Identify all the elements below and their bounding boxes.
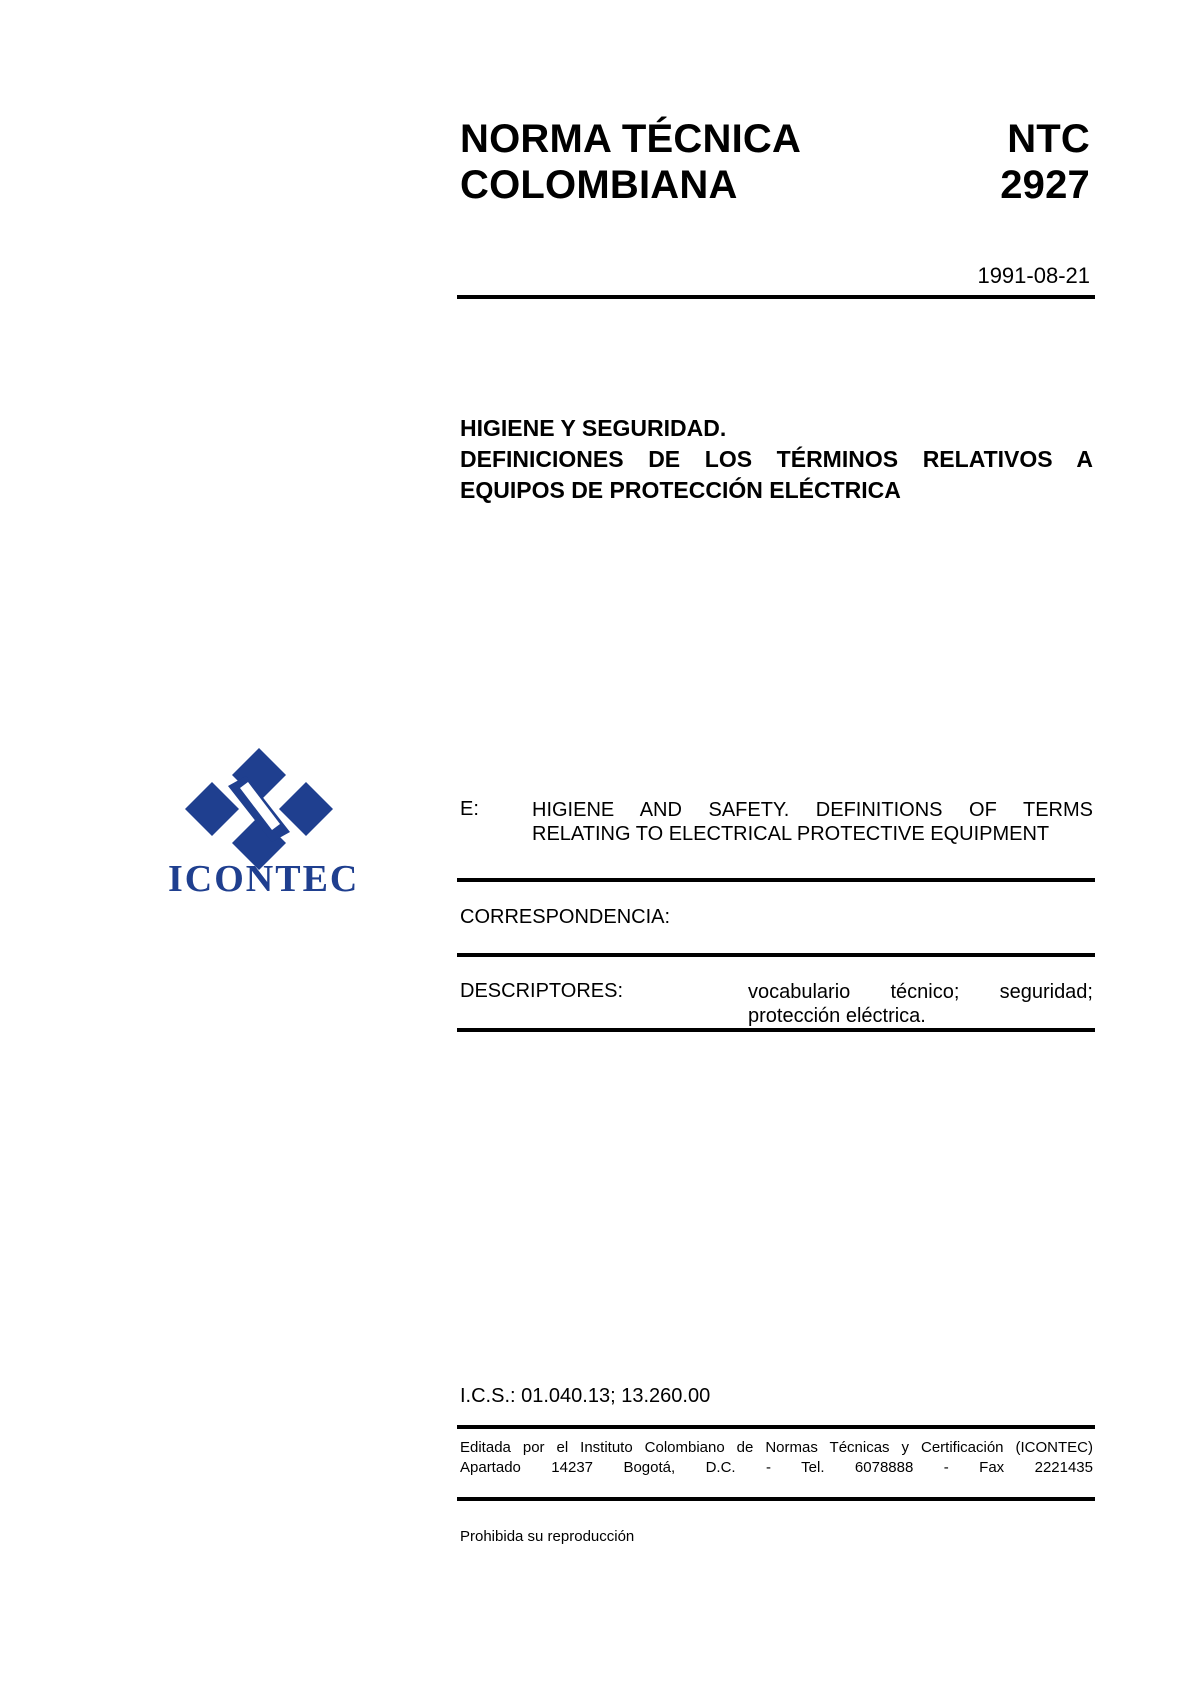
code-prefix: NTC: [1007, 117, 1090, 161]
title-line-2: COLOMBIANA: [460, 163, 738, 207]
divider-ics: [457, 1425, 1095, 1429]
main-title: [460, 413, 1093, 506]
main-title-line-3: EQUIPOS DE PROTECCIÓN ELÉCTRICA: [460, 477, 901, 503]
english-label: E:: [460, 798, 479, 820]
ics-code: I.C.S.: 01.040.13; 13.260.00: [460, 1385, 711, 1407]
header-divider: [457, 295, 1095, 299]
icontec-wordmark: ICONTEC: [168, 858, 360, 900]
editorial-info: [460, 1438, 1093, 1478]
correspondencia-label: CORRESPONDENCIA:: [460, 906, 671, 928]
standard-type-title: [460, 116, 880, 208]
reproduction-notice: Prohibida su reproducción: [460, 1528, 635, 1545]
descriptores-value: [748, 980, 1093, 1028]
english-title-line-1: HIGIENE AND SAFETY. DEFINITIONS OF TERMS: [532, 799, 1093, 821]
standard-code: [890, 116, 1090, 208]
main-title-line-1: HIGIENE Y SEGURIDAD.: [460, 415, 727, 441]
editorial-line-2: Apartado 14237 Bogotá, D.C. - Tel. 6078888 - Fax 2221435: [460, 1459, 1093, 1476]
title-line-1: NORMA TÉCNICA: [460, 117, 802, 161]
main-title-line-2: DEFINICIONES DE LOS TÉRMINOS RELATIVOS A: [460, 446, 1093, 472]
divider-english: [457, 878, 1095, 882]
descriptores-label: DESCRIPTORES:: [460, 980, 623, 1002]
editorial-line-1: Editada por el Instituto Colombiano de Normas Técnicas y Certificación (ICONTEC): [460, 1439, 1093, 1456]
publication-date: 1991-08-21: [977, 263, 1090, 288]
divider-correspondencia: [457, 953, 1095, 957]
english-title-line-2: RELATING TO ELECTRICAL PROTECTIVE EQUIPMENT: [532, 823, 1050, 845]
code-number: 2927: [1000, 163, 1090, 207]
descriptores-line-2: protección eléctrica.: [748, 1005, 926, 1027]
divider-descriptores: [457, 1028, 1095, 1032]
english-title: [532, 798, 1093, 846]
divider-editorial: [457, 1497, 1095, 1501]
descriptores-line-1: vocabulario técnico; seguridad;: [748, 981, 1093, 1003]
